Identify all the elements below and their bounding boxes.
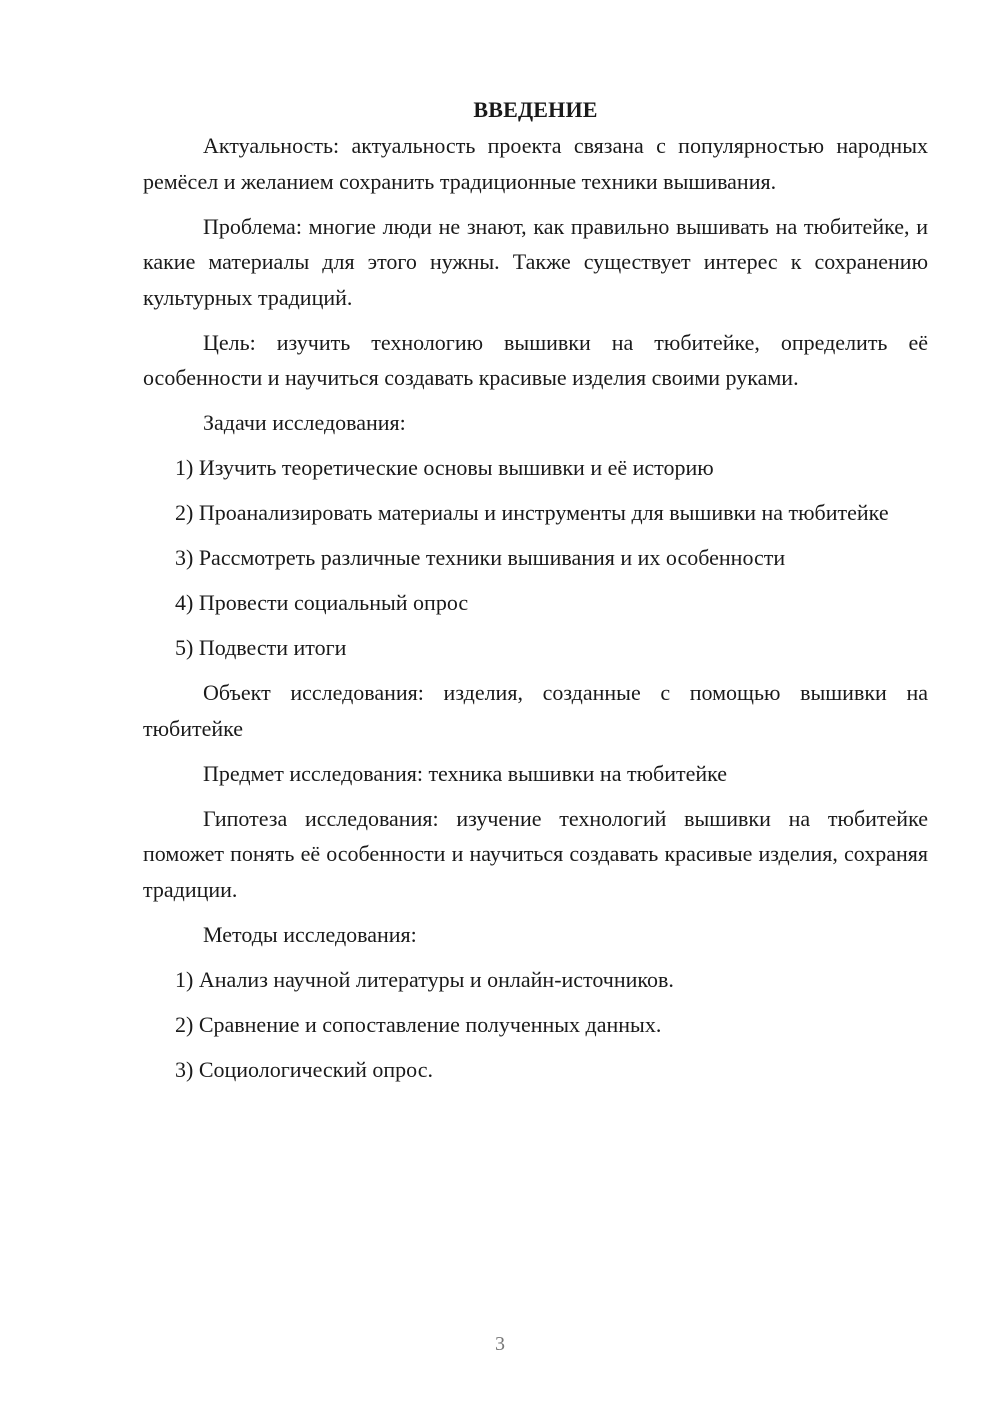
hypothesis-paragraph: Гипотеза исследования: изучение технологий вышивки на тюбитейке поможет понять её особенности и научиться создавать красивые изделия, сохраняя традиции.: [143, 805, 928, 902]
task-item: 1) Изучить теоретические основы вышивки и её историю: [175, 455, 714, 480]
problem-paragraph: Проблема: многие люди не знают, как правильно вышивать на тюбитейке, и какие материалы для этого нужны. Также существует интерес к сохранению культурных традиций.: [143, 213, 928, 310]
task-item: 5) Подвести итоги: [175, 635, 347, 660]
task-item: 2) Проанализировать материалы и инструменты для вышивки на тюбитейке: [175, 500, 889, 525]
document-page: [143, 92, 928, 1097]
method-item: 3) Социологический опрос.: [175, 1056, 433, 1082]
subject-paragraph: Предмет исследования: техника вышивки на тюбитейке: [203, 760, 728, 786]
method-item: 1) Анализ научной литературы и онлайн-источников.: [175, 966, 674, 992]
task-item: 4) Провести социальный опрос: [175, 590, 469, 615]
goal-paragraph: Цель: изучить технологию вышивки на тюбитейке, определить её особенности и научиться создавать красивые изделия своими руками.: [143, 329, 928, 390]
page-title: ВВЕДЕНИЕ: [473, 97, 598, 122]
method-item: 2) Сравнение и сопоставление полученных данных.: [175, 1011, 662, 1037]
task-item: 3) Рассмотреть различные техники вышивания и их особенности: [175, 545, 786, 570]
page-number: 3: [495, 1333, 505, 1355]
relevance-paragraph: Актуальность: актуальность проекта связана с популярностью народных ремёсел и желанием сохранить традиционные техники вышивания.: [143, 133, 928, 194]
tasks-heading: Задачи исследования:: [203, 410, 406, 435]
methods-heading: Методы исследования:: [203, 921, 417, 947]
object-paragraph: Объект исследования: изделия, созданные с помощью вышивки на тюбитейке: [143, 680, 928, 741]
